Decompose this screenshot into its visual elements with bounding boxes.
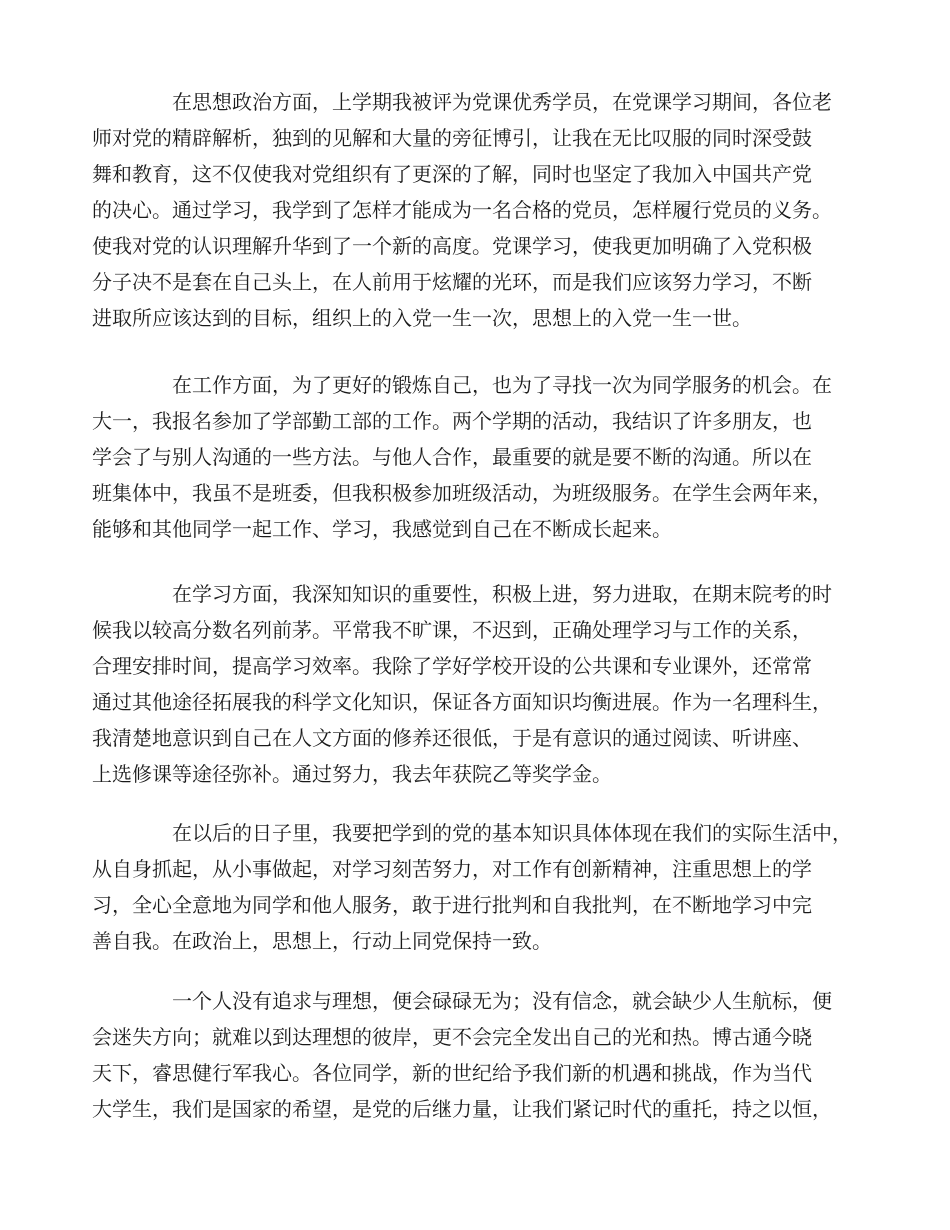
text-line: 我清楚地意识到自己在人文方面的修养还很低，于是有意识的通过阅读、听讲座、 xyxy=(92,726,812,750)
text-line: 的决心。通过学习，我学到了怎样才能成为一名合格的党员，怎样履行党员的义务。 xyxy=(92,198,832,222)
text-line: 分子决不是套在自己头上，在人前用于炫耀的光环，而是我们应该努力学习，不断 xyxy=(92,270,812,294)
text-line: 合理安排时间，提高学习效率。我除了学好学校开设的公共课和专业课外，还常常 xyxy=(92,654,812,678)
paragraph-work xyxy=(92,367,872,547)
text-line: 在工作方面，为了更好的锻炼自己，也为了寻找一次为同学服务的机会。在 xyxy=(172,373,832,397)
text-line: 会迷失方向；就难以到达理想的彼岸，更不会完全发出自己的光和热。博古通今晓 xyxy=(92,1025,812,1049)
text-line: 一个人没有追求与理想，便会碌碌无为；没有信念，就会缺少人生航标，便 xyxy=(172,989,832,1013)
paragraph-future xyxy=(92,815,872,959)
paragraph-political xyxy=(92,84,872,336)
text-line: 天下，睿思健行军我心。各位同学，新的世纪给予我们新的机遇和挑战，作为当代 xyxy=(92,1061,812,1085)
text-line: 使我对党的认识理解升华到了一个新的高度。党课学习，使我更加明确了入党积极 xyxy=(92,234,812,258)
text-line: 大学生，我们是国家的希望，是党的后继力量，让我们紧记时代的重托，持之以恒， xyxy=(92,1097,832,1121)
paragraph-study xyxy=(92,576,872,792)
text-line: 上选修课等途径弥补。通过努力，我去年获院乙等奖学金。 xyxy=(92,762,612,786)
paragraph-ideals xyxy=(92,983,872,1127)
text-line: 大一，我报名参加了学部勤工部的工作。两个学期的活动，我结识了许多朋友，也 xyxy=(92,409,812,433)
text-line: 从自身抓起，从小事做起，对学习刻苦努力，对工作有创新精神，注重思想上的学 xyxy=(92,857,812,881)
text-line: 习，全心全意地为同学和他人服务，敢于进行批判和自我批判，在不断地学习中完 xyxy=(92,893,812,917)
text-line: 在思想政治方面，上学期我被评为党课优秀学员，在党课学习期间，各位老 xyxy=(172,90,832,114)
text-line: 班集体中，我虽不是班委，但我积极参加班级活动，为班级服务。在学生会两年来， xyxy=(92,481,832,505)
text-line: 善自我。在政治上，思想上，行动上同党保持一致。 xyxy=(92,929,552,953)
text-line: 能够和其他同学一起工作、学习，我感觉到自己在不断成长起来。 xyxy=(92,517,672,541)
text-line: 师对党的精辟解析，独到的见解和大量的旁征博引，让我在无比叹服的同时深受鼓 xyxy=(92,126,812,150)
text-line: 在学习方面，我深知知识的重要性，积极上进，努力进取，在期末院考的时 xyxy=(172,582,832,606)
text-line: 候我以较高分数名列前茅。平常我不旷课，不迟到，正确处理学习与工作的关系， xyxy=(92,618,812,642)
text-line: 在以后的日子里，我要把学到的党的基本知识具体体现在我们的实际生活中， xyxy=(172,821,852,845)
text-line: 进取所应该达到的目标，组织上的入党一生一次，思想上的入党一生一世。 xyxy=(92,306,752,330)
text-line: 学会了与别人沟通的一些方法。与他人合作，最重要的就是要不断的沟通。所以在 xyxy=(92,445,812,469)
text-line: 通过其他途径拓展我的科学文化知识，保证各方面知识均衡进展。作为一名理科生， xyxy=(92,690,832,714)
text-line: 舞和教育，这不仅使我对党组织有了更深的了解，同时也坚定了我加入中国共产党 xyxy=(92,162,812,186)
